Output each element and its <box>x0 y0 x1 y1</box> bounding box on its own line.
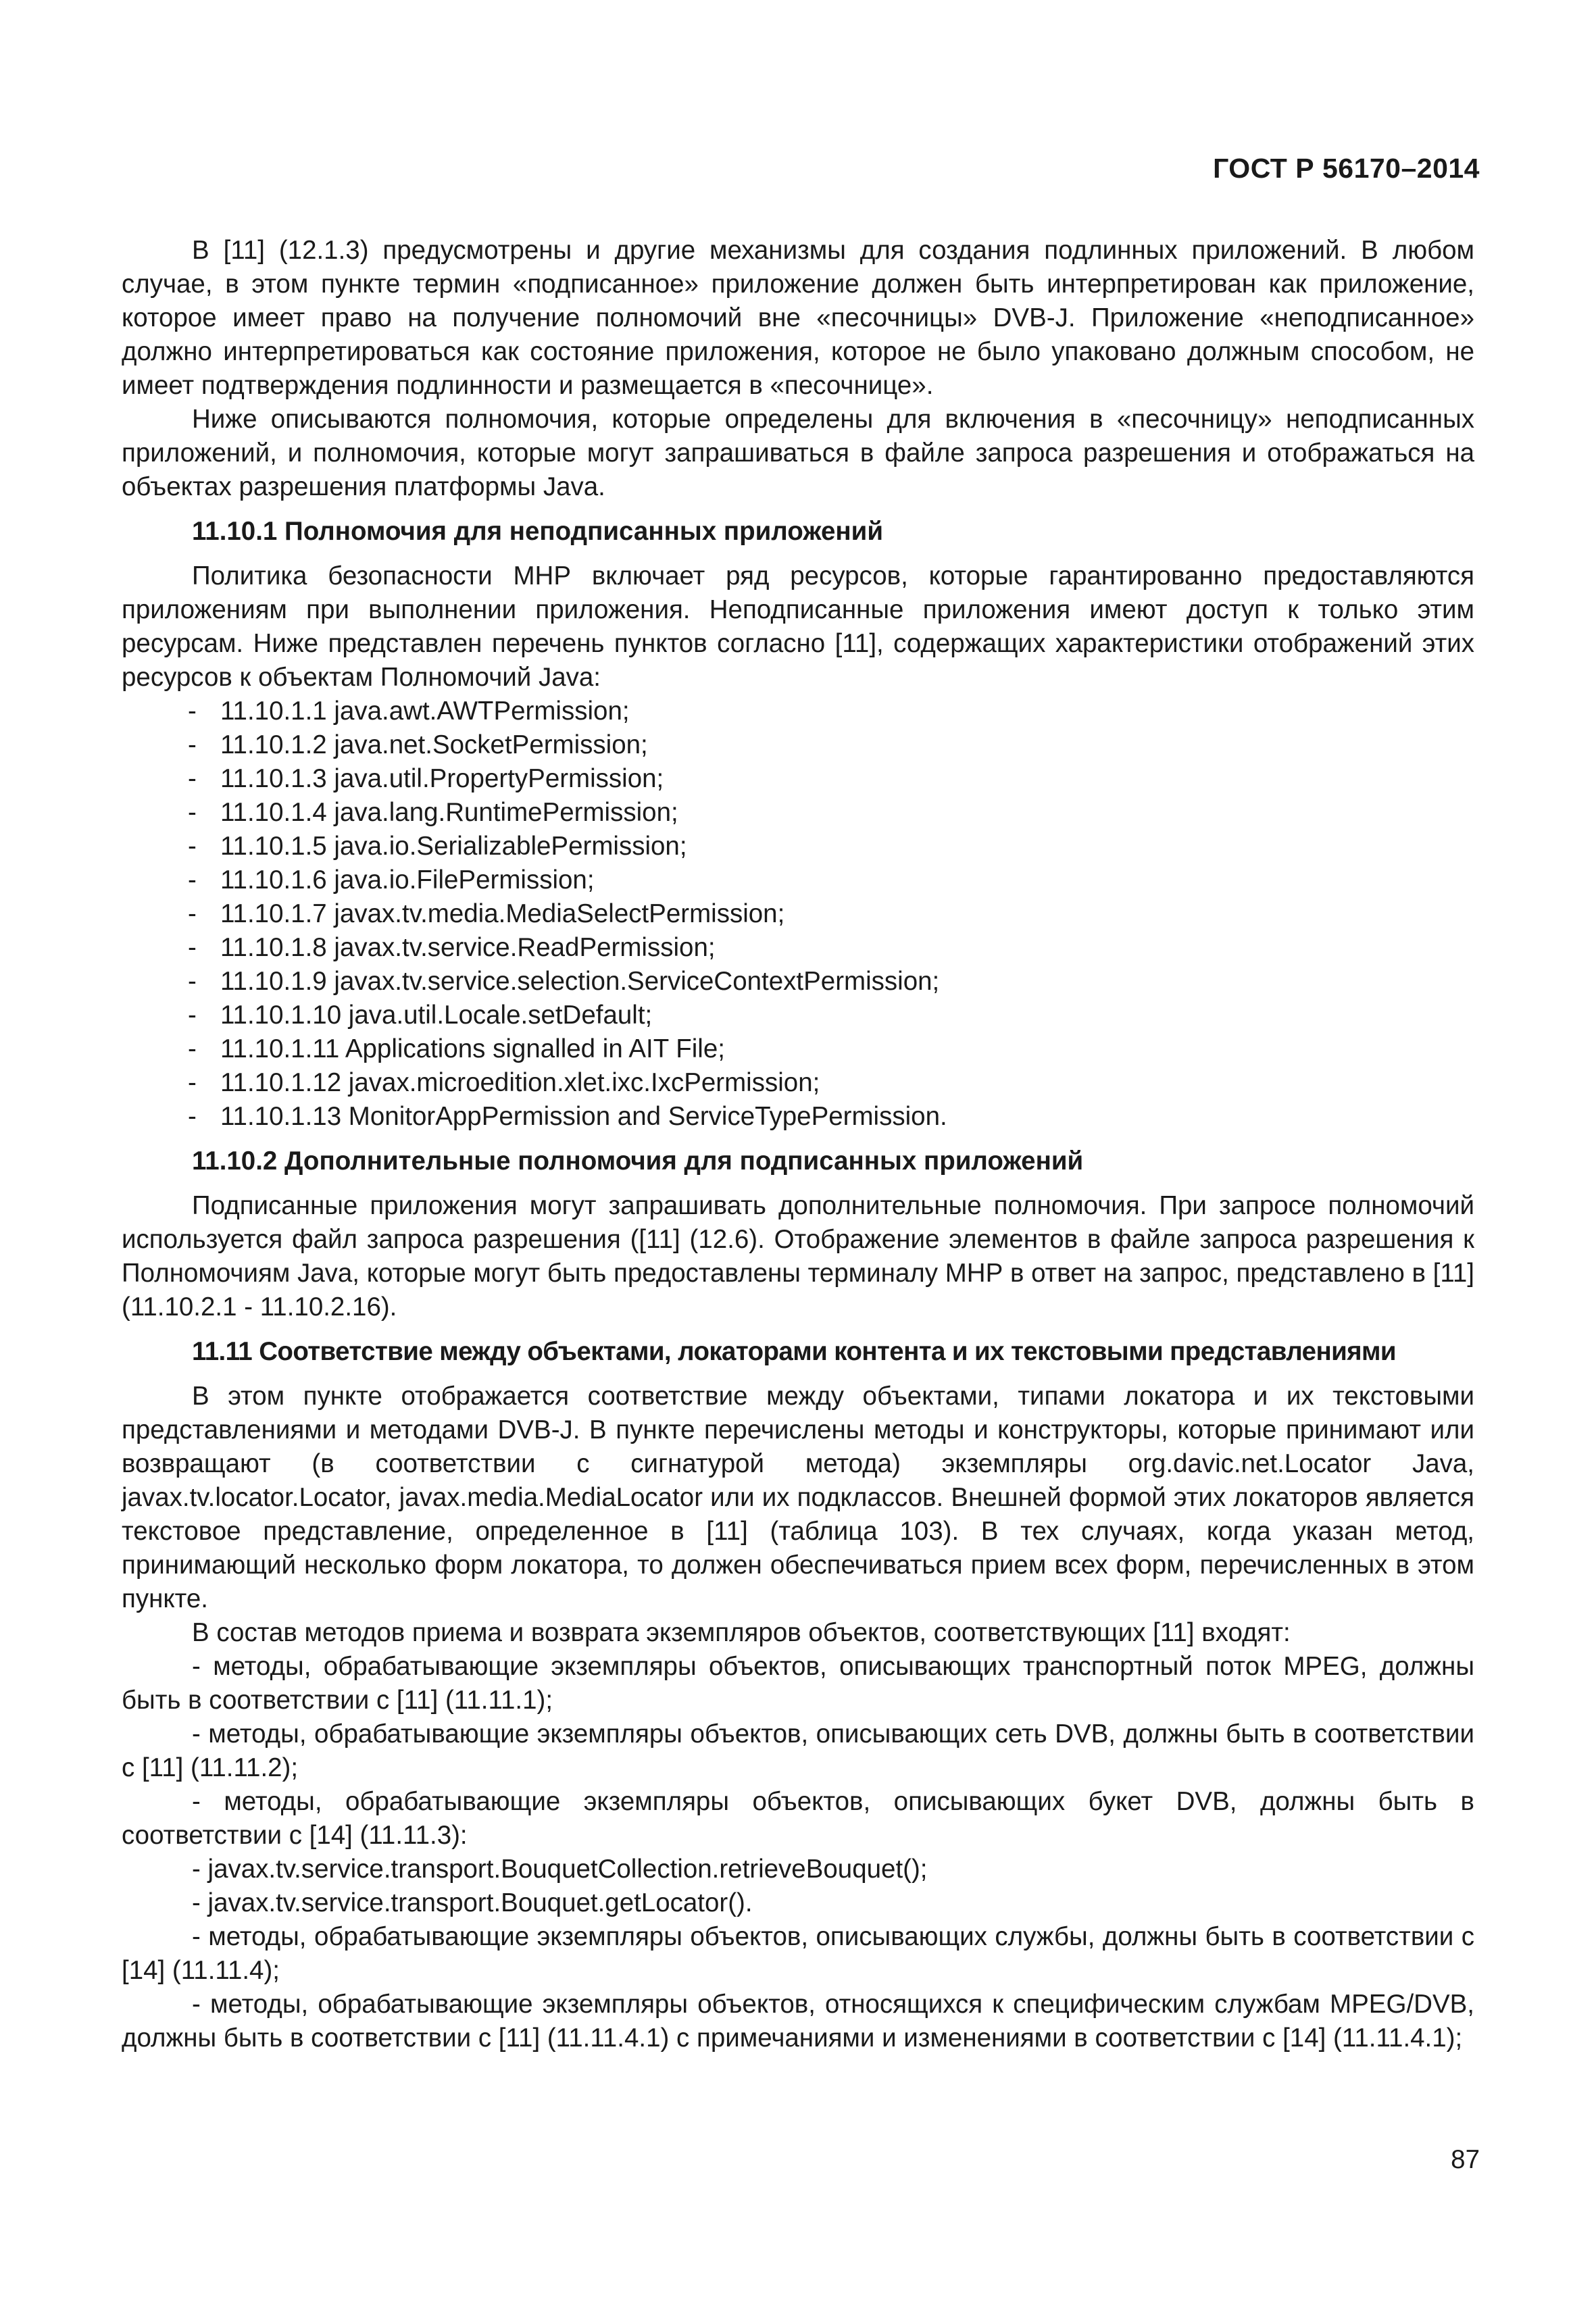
section-3-list-item: - методы, обрабатывающие экземпляры объектов, описывающих сеть DVB, должны быть в соответствии с [11] (11.11.2); <box>122 1719 1474 1782</box>
section-3-list-item: - javax.tv.service.transport.Bouquet.getLocator(). <box>192 1888 753 1917</box>
section-2-paragraph: Подписанные приложения могут запрашивать дополнительные полномочия. При запросе полномочий используется файл запроса разрешения ([11] (12.6). Отображение элементов в файле запроса разрешения к Полномочиям Java, которые могут быть предоставлены терминалу МНР в ответ на запрос, представлено в [11] (11.10.2.1 - 11.10.2.16). <box>122 1191 1474 1322</box>
section-3-list-item: - методы, обрабатывающие экземпляры объектов, относящихся к специфическим службам MPEG/DVB, должны быть в соответствии с [11] (11.11.4.1) с примечаниями и изменениями в соответствии с [14] (11.11.4.1); <box>122 1990 1474 2053</box>
list-item: - 11.10.1.6 java.io.FilePermission; <box>122 863 1474 897</box>
section-heading-11-11: 11.11 Соответствие между объектами, локаторами контента и их текстовыми представлениями <box>192 1337 1396 1366</box>
section-3-list-item: - javax.tv.service.transport.BouquetCollection.retrieveBouquet(); <box>192 1855 928 1884</box>
intro-paragraph-2: Ниже описываются полномочия, которые определены для включения в «песочницу» неподписанных приложений, и полномочия, которые могут запрашиваться в файле запроса разрешения и отображаться на объектах разрешения платформы Java. <box>122 405 1474 501</box>
page-content <box>122 234 1474 2055</box>
list-item: - 11.10.1.9 javax.tv.service.selection.ServiceContextPermission; <box>122 965 1474 999</box>
list-item: - 11.10.1.1 java.awt.AWTPermission; <box>122 695 1474 728</box>
list-item: - 11.10.1.11 Applications signalled in AIT File; <box>122 1032 1474 1066</box>
section-3-paragraph-2: В состав методов приема и возврата экземпляров объектов, соответствующих [11] входят: <box>192 1618 1291 1647</box>
section-3-list-item: - методы, обрабатывающие экземпляры объектов, описывающих службы, должны быть в соответствии с [14] (11.11.4); <box>122 1922 1474 1985</box>
section-3-list-item: - методы, обрабатывающие экземпляры объектов, описывающих букет DVB, должны быть в соответствии с [14] (11.11.3): <box>122 1787 1474 1850</box>
section-3-list-item: - методы, обрабатывающие экземпляры объектов, описывающих транспортный поток MPEG, должны быть в соответствии с [11] (11.11.1); <box>122 1652 1474 1715</box>
section-heading-11-10-2: 11.10.2 Дополнительные полномочия для подписанных приложений <box>192 1147 1084 1176</box>
list-item: - 11.10.1.12 javax.microedition.xlet.ixc.IxcPermission; <box>122 1066 1474 1100</box>
page-number: 87 <box>1451 2145 1480 2174</box>
list-item: - 11.10.1.7 javax.tv.media.MediaSelectPermission; <box>122 897 1474 931</box>
section-1-paragraph: Политика безопасности МНР включает ряд ресурсов, которые гарантированно предоставляются приложениям при выполнении приложения. Неподписанные приложения имеют доступ к только этим ресурсам. Ниже представлен перечень пунктов согласно [11], содержащих характеристики отображений этих ресурсов к объектам Полномочий Java: <box>122 561 1474 692</box>
list-item: - 11.10.1.2 java.net.SocketPermission; <box>122 728 1474 762</box>
section-heading-11-10-1: 11.10.1 Полномочия для неподписанных приложений <box>192 517 884 546</box>
list-item: - 11.10.1.5 java.io.SerializablePermission; <box>122 830 1474 863</box>
document-header: ГОСТ Р 56170–2014 <box>1213 153 1480 184</box>
list-item: - 11.10.1.13 MonitorAppPermission and ServiceTypePermission. <box>122 1100 1474 1134</box>
list-item: - 11.10.1.3 java.util.PropertyPermission; <box>122 762 1474 796</box>
list-item: - 11.10.1.4 java.lang.RuntimePermission; <box>122 796 1474 830</box>
permissions-list <box>122 695 1474 1134</box>
intro-paragraph-1: В [11] (12.1.3) предусмотрены и другие механизмы для создания подлинных приложений. В любом случае, в этом пункте термин «подписанное» приложение должен быть интерпретирован как приложение, которое имеет право на получение полномочий вне «песочницы» DVB-J. Приложение «неподписанное» должно интерпретироваться как состояние приложения, которое не было упаковано должным способом, не имеет подтверждения подлинности и размещается в «песочнице». <box>122 236 1474 400</box>
list-item: - 11.10.1.8 javax.tv.service.ReadPermission; <box>122 931 1474 965</box>
section-3-paragraph-1: В этом пункте отображается соответствие между объектами, типами локатора и их текстовыми представлениями и методами DVB-J. В пункте перечислены методы и конструкторы, которые принимают или возвращают (в соответствии с сигнатурой метода) экземпляры org.davic.net.Locator Java, javax.tv.locator.Locator, javax.media.MediaLocator или их подклассов. Внешней формой этих локаторов является текстовое представление, определенное в [11] (таблица 103). В тех случаях, когда указан метод, принимающий несколько форм локатора, то должен обеспечиваться прием всех форм, перечисленных в этом пункте. <box>122 1382 1474 1613</box>
list-item: - 11.10.1.10 java.util.Locale.setDefault; <box>122 999 1474 1032</box>
